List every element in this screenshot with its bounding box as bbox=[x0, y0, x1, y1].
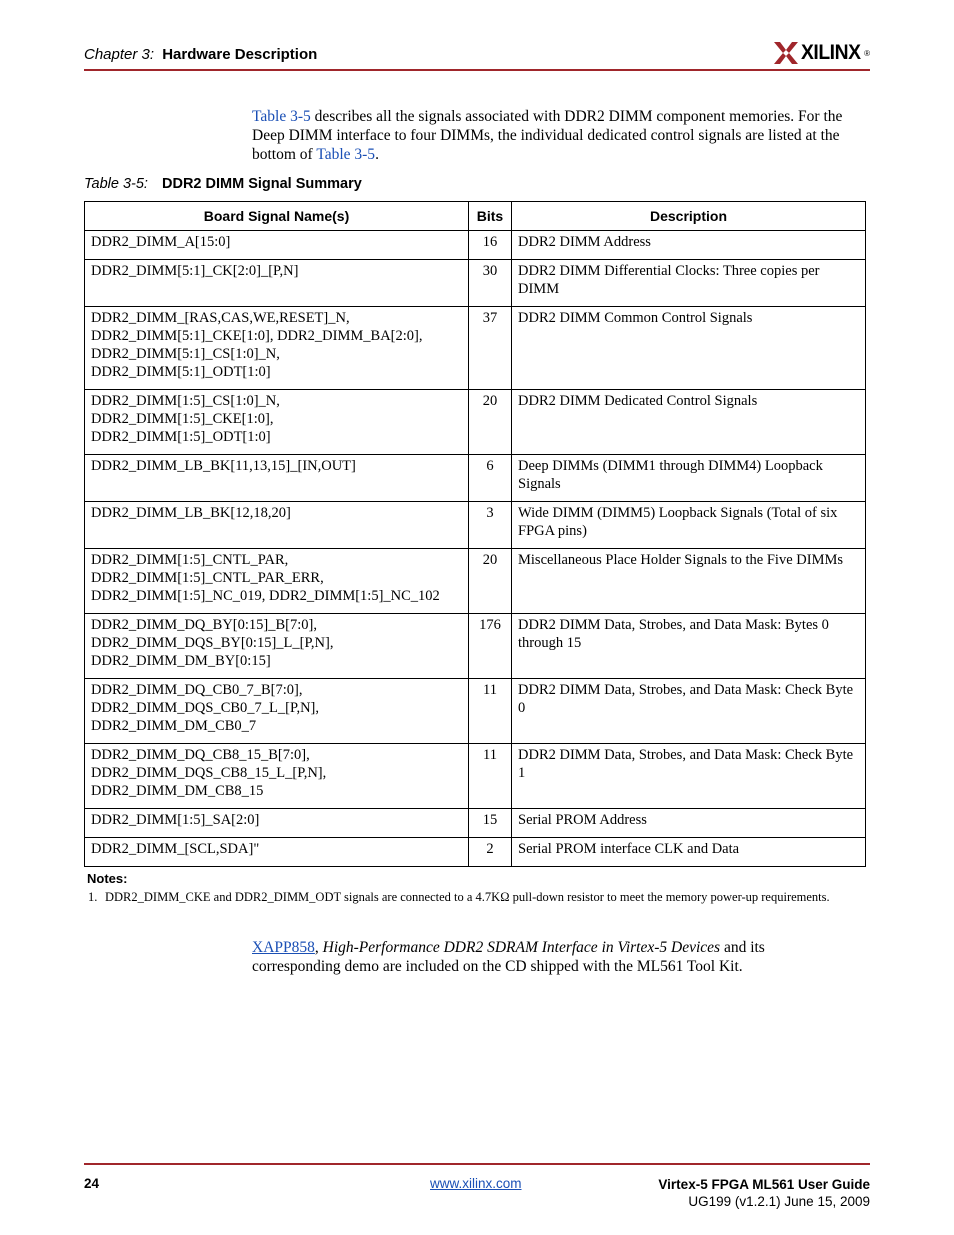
signal-name-line: DDR2_DIMM_DQS_CB8_15_L_[P,N], bbox=[91, 765, 327, 781]
signal-name-cell bbox=[85, 549, 469, 614]
bits-cell: 176 bbox=[469, 614, 512, 679]
table-title: DDR2 DIMM Signal Summary bbox=[162, 176, 362, 192]
signal-name-line: DDR2_DIMM[1:5]_CKE[1:0], bbox=[91, 411, 274, 427]
signal-name-line: DDR2_DIMM_DQ_CB0_7_B[7:0], bbox=[91, 682, 303, 698]
signal-name-line: DDR2_DIMM_DM_CB8_15 bbox=[91, 783, 264, 799]
description-cell: Serial PROM interface CLK and Data bbox=[512, 838, 866, 867]
header-rule bbox=[84, 69, 870, 71]
xilinx-logo bbox=[774, 40, 870, 66]
signal-name-cell bbox=[85, 614, 469, 679]
table-row bbox=[85, 614, 866, 679]
bits-cell: 15 bbox=[469, 809, 512, 838]
document-info bbox=[658, 1176, 870, 1210]
signal-name-line: DDR2_DIMM[1:5]_CS[1:0]_N, bbox=[91, 393, 280, 409]
signal-name-cell bbox=[85, 390, 469, 455]
bits-cell: 11 bbox=[469, 744, 512, 809]
footer-rule bbox=[84, 1163, 870, 1165]
outro-paragraph bbox=[252, 938, 852, 976]
description-cell: DDR2 DIMM Data, Strobes, and Data Mask: Check Byte 0 bbox=[512, 679, 866, 744]
signal-name-line: DDR2_DIMM[1:5]_ODT[1:0] bbox=[91, 429, 271, 445]
table-ref-link-1[interactable]: Table 3-5 bbox=[252, 108, 311, 125]
description-cell: DDR2 DIMM Dedicated Control Signals bbox=[512, 390, 866, 455]
document-revision: UG199 (v1.2.1) June 15, 2009 bbox=[688, 1194, 870, 1209]
signal-table bbox=[84, 201, 866, 867]
description-cell: DDR2 DIMM Data, Strobes, and Data Mask: Bytes 0 through 15 bbox=[512, 614, 866, 679]
table-row bbox=[85, 390, 866, 455]
intro-paragraph bbox=[252, 107, 872, 164]
note-number: 1. bbox=[88, 890, 98, 904]
table-header-row bbox=[85, 202, 866, 231]
section-title: Hardware Description bbox=[162, 46, 318, 63]
signal-name-line: DDR2_DIMM[5:1]_CS[1:0]_N, bbox=[91, 346, 280, 362]
intro-text-2: . bbox=[375, 146, 379, 163]
xapp-title: High-Performance DDR2 SDRAM Interface in Virtex-5 Devices bbox=[322, 939, 721, 956]
table-row bbox=[85, 679, 866, 744]
description-cell: DDR2 DIMM Data, Strobes, and Data Mask: Check Byte 1 bbox=[512, 744, 866, 809]
page-header bbox=[84, 41, 870, 70]
signal-name-cell bbox=[85, 679, 469, 744]
signal-name-line: DDR2_DIMM_DQS_BY[0:15]_L_[P,N], bbox=[91, 635, 334, 651]
signal-name-line: DDR2_DIMM_[SCL,SDA]" bbox=[91, 841, 260, 857]
description-cell: Wide DIMM (DIMM5) Loopback Signals (Total of six FPGA pins) bbox=[512, 502, 866, 549]
table-row bbox=[85, 838, 866, 867]
signal-name-cell bbox=[85, 744, 469, 809]
table-row bbox=[85, 231, 866, 260]
bits-cell: 2 bbox=[469, 838, 512, 867]
table-ref-link-2[interactable]: Table 3-5 bbox=[316, 146, 376, 163]
signal-name-cell bbox=[85, 809, 469, 838]
signal-name-line: DDR2_DIMM_DM_CB0_7 bbox=[91, 718, 257, 734]
description-cell: Miscellaneous Place Holder Signals to the Five DIMMs bbox=[512, 549, 866, 614]
signal-name-cell bbox=[85, 455, 469, 502]
logo-wordmark: XILINX bbox=[801, 41, 861, 64]
signal-name-cell bbox=[85, 502, 469, 549]
signal-name-cell bbox=[85, 231, 469, 260]
signal-name-cell bbox=[85, 260, 469, 307]
bits-cell: 20 bbox=[469, 390, 512, 455]
xilinx-url-link[interactable]: www.xilinx.com bbox=[430, 1176, 522, 1191]
xapp858-link[interactable]: XAPP858 bbox=[252, 939, 315, 956]
bits-cell: 30 bbox=[469, 260, 512, 307]
description-cell: DDR2 DIMM Differential Clocks: Three copies per DIMM bbox=[512, 260, 866, 307]
signal-name-line: DDR2_DIMM_DQS_CB0_7_L_[P,N], bbox=[91, 700, 319, 716]
signal-name-line: DDR2_DIMM_[RAS,CAS,WE,RESET]_N, bbox=[91, 310, 350, 326]
table-row bbox=[85, 455, 866, 502]
table-number: Table 3-5: bbox=[84, 176, 148, 192]
signal-name-line: DDR2_DIMM[1:5]_SA[2:0] bbox=[91, 812, 260, 828]
signal-name-line: DDR2_DIMM[1:5]_CNTL_PAR, bbox=[91, 552, 289, 568]
signal-name-line: DDR2_DIMM_DM_BY[0:15] bbox=[91, 653, 271, 669]
signal-name-cell bbox=[85, 838, 469, 867]
signal-name-line: DDR2_DIMM[5:1]_CKE[1:0], DDR2_DIMM_BA[2:0], bbox=[91, 328, 423, 344]
notes-heading: Notes: bbox=[87, 871, 128, 886]
signal-name-line: DDR2_DIMM[5:1]_CK[2:0]_[P,N] bbox=[91, 263, 299, 279]
signal-name-line: DDR2_DIMM[1:5]_CNTL_PAR_ERR, bbox=[91, 570, 324, 586]
page-footer bbox=[84, 1176, 870, 1216]
note-item bbox=[88, 890, 868, 904]
header-bits: Bits bbox=[469, 202, 512, 231]
description-cell: DDR2 DIMM Address bbox=[512, 231, 866, 260]
description-cell: DDR2 DIMM Common Control Signals bbox=[512, 307, 866, 390]
signal-name-cell bbox=[85, 307, 469, 390]
page-number: 24 bbox=[84, 1176, 100, 1191]
bits-cell: 16 bbox=[469, 231, 512, 260]
running-header bbox=[84, 46, 317, 63]
signal-name-line: DDR2_DIMM_A[15:0] bbox=[91, 234, 231, 250]
signal-name-line: DDR2_DIMM_DQ_BY[0:15]_B[7:0], bbox=[91, 617, 317, 633]
table-row bbox=[85, 809, 866, 838]
table-row bbox=[85, 549, 866, 614]
note-text: DDR2_DIMM_CKE and DDR2_DIMM_ODT signals are connected to a 4.7KΩ pull-down resistor to meet the memory power-up requirements. bbox=[105, 890, 830, 904]
signal-name-line: DDR2_DIMM_LB_BK[12,18,20] bbox=[91, 505, 291, 521]
intro-text-1: describes all the signals associated with DDR2 DIMM component memories. For the Deep DIMM interface to four DIMMs, the individual dedicated control signals are listed at the bottom of bbox=[252, 108, 843, 163]
description-cell: Deep DIMMs (DIMM1 through DIMM4) Loopback Signals bbox=[512, 455, 866, 502]
bits-cell: 11 bbox=[469, 679, 512, 744]
table-body bbox=[85, 231, 866, 867]
signal-name-line: DDR2_DIMM_LB_BK[11,13,15]_[IN,OUT] bbox=[91, 458, 356, 474]
bits-cell: 37 bbox=[469, 307, 512, 390]
table-row bbox=[85, 502, 866, 549]
header-description: Description bbox=[512, 202, 866, 231]
chapter-label: Chapter 3: bbox=[84, 46, 155, 63]
table-caption bbox=[84, 176, 362, 192]
signal-name-line: DDR2_DIMM[1:5]_NC_019, DDR2_DIMM[1:5]_NC_102 bbox=[91, 588, 440, 604]
bits-cell: 20 bbox=[469, 549, 512, 614]
guide-title: Virtex-5 FPGA ML561 User Guide bbox=[658, 1177, 870, 1192]
table-row bbox=[85, 744, 866, 809]
table-row bbox=[85, 307, 866, 390]
registered-mark: ® bbox=[864, 48, 870, 58]
bits-cell: 6 bbox=[469, 455, 512, 502]
xilinx-mark-icon bbox=[774, 42, 798, 64]
outro-separator: , bbox=[314, 939, 323, 956]
signal-name-line: DDR2_DIMM_DQ_CB8_15_B[7:0], bbox=[91, 747, 310, 763]
table-row bbox=[85, 260, 866, 307]
description-cell: Serial PROM Address bbox=[512, 809, 866, 838]
outro-text: and its corresponding demo are included on the CD shipped with the ML561 Tool Kit. bbox=[252, 939, 765, 975]
bits-cell: 3 bbox=[469, 502, 512, 549]
header-signal-name: Board Signal Name(s) bbox=[85, 202, 469, 231]
signal-name-line: DDR2_DIMM[5:1]_ODT[1:0] bbox=[91, 364, 271, 380]
